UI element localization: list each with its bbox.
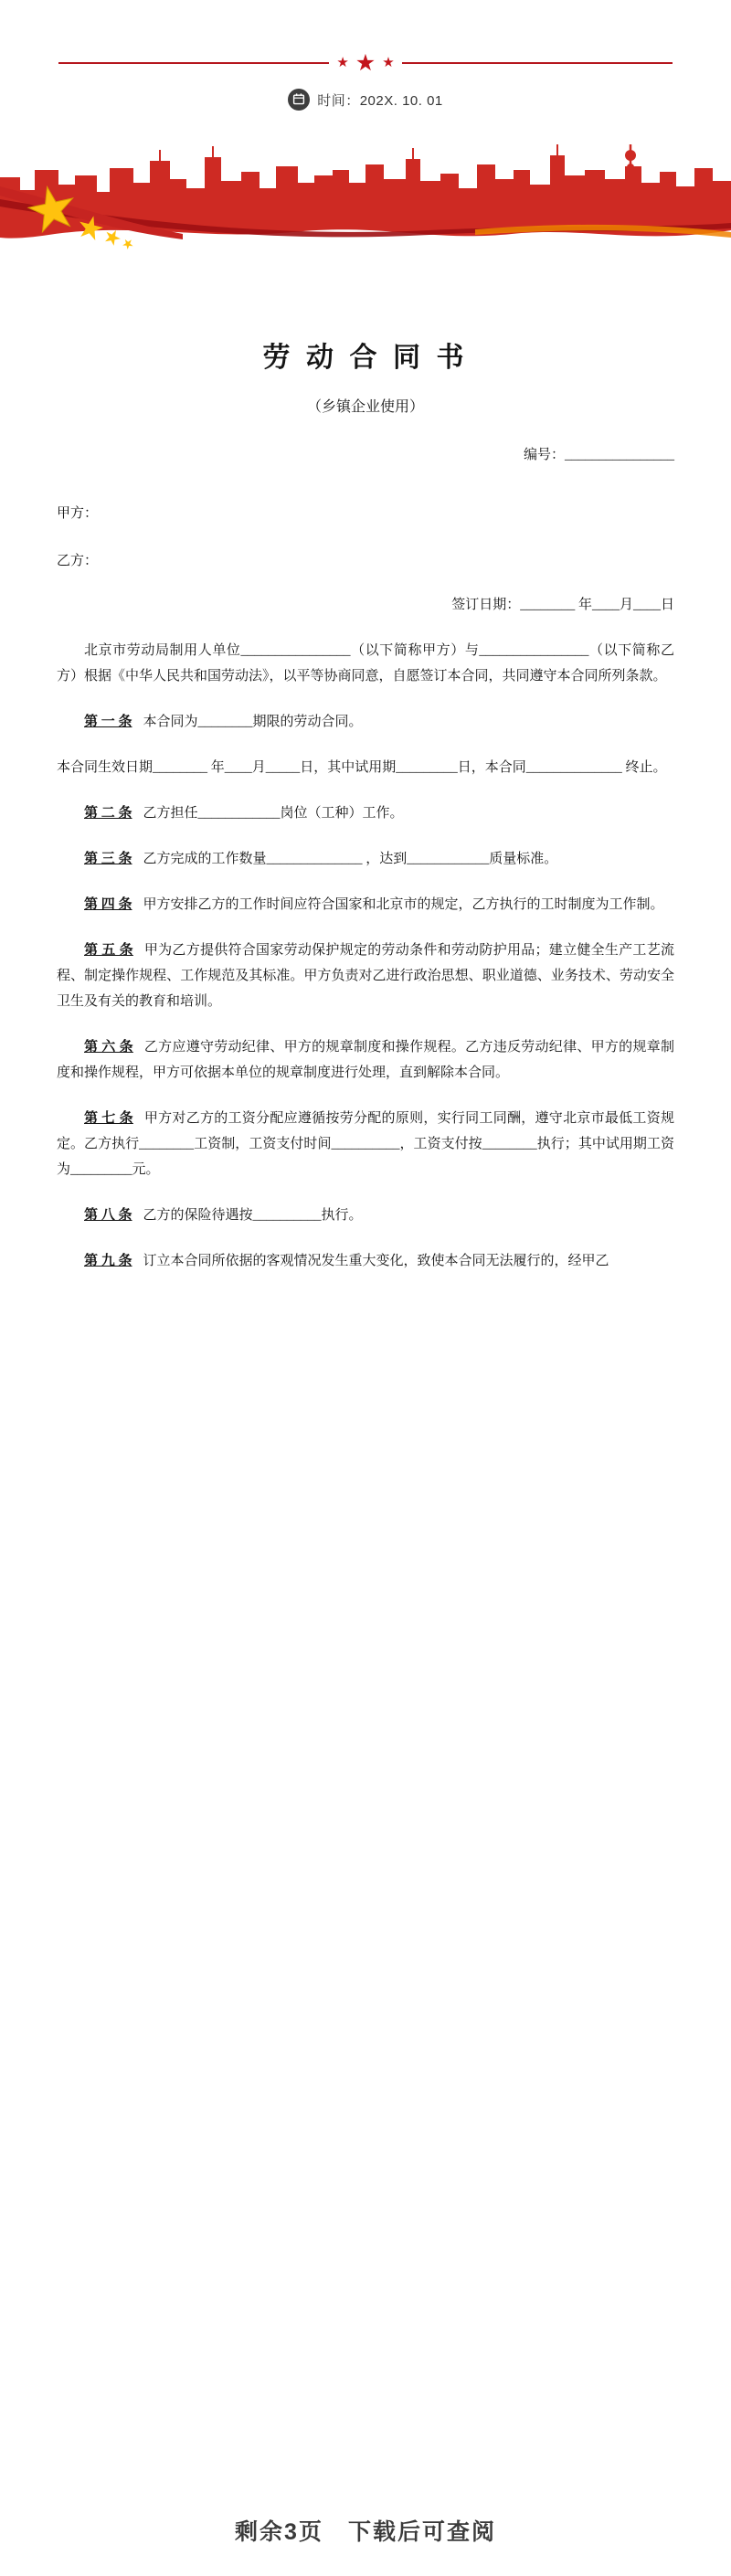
star-divider [58, 51, 673, 75]
article-7-label: 第 七 条 [84, 1111, 133, 1126]
article-9 [57, 1248, 674, 1274]
article-1-label: 第 一 条 [84, 715, 132, 729]
article-2-label: 第 二 条 [84, 806, 132, 821]
divider-stars [336, 52, 394, 75]
article-8 [57, 1203, 674, 1228]
divider-line-left [58, 62, 329, 64]
article-9-text: 订立本合同所依据的客观情况发生重大变化，致使本合同无法履行的，经甲乙 [143, 1254, 609, 1268]
article-7-text: 甲方对乙方的工资分配应遵循按劳分配的原则，实行同工同酬，遵守北京市最低工资规定。乙方执行________工资制，工资支付时间__________，工资支付按________执行；其中试用期工资为_________元。 [57, 1111, 674, 1177]
article-3-label: 第 三 条 [84, 852, 132, 866]
article-6-label: 第 六 条 [84, 1040, 133, 1055]
article-4 [57, 892, 674, 917]
star-icon: ★ [382, 55, 395, 70]
star-icon: ★ [336, 55, 349, 70]
article-2-text: 乙方担任____________岗位（工种）工作。 [143, 806, 404, 821]
skyline-banner-art [0, 143, 731, 250]
article-4-label: 第 四 条 [84, 897, 132, 912]
calendar-icon [288, 89, 310, 111]
skyline-banner [0, 143, 731, 250]
time-row [0, 88, 731, 111]
article-5-label: 第 五 条 [84, 943, 133, 958]
article-5-text: 甲为乙方提供符合国家劳动保护规定的劳动条件和劳动防护用品；建立健全生产工艺流程、制定操作规程、工作规范及其标准。甲方负责对乙进行政治思想、职业道德、业务技术、劳动安全卫生及有关的教育和培训。 [57, 943, 674, 1009]
article-6-text: 乙方应遵守劳动纪律、甲方的规章制度和操作规程。乙方违反劳动纪律、甲方的规章制度和操作规程，甲方可依据本单位的规章制度进行处理，直到解除本合同。 [57, 1040, 674, 1080]
article-4-text: 甲方安排乙方的工作时间应符合国家和北京市的规定，乙方执行的工时制度为工作制。 [143, 897, 664, 912]
article-1-text: 本合同为________期限的劳动合同。 [143, 715, 363, 729]
article-1 [57, 709, 674, 735]
article-3-text: 乙方完成的工作数量______________ ，达到____________质量标准。 [143, 852, 558, 866]
remaining-pages-teaser: 剩余3页 下载后可查阅 [235, 2519, 496, 2545]
divider-line-right [402, 62, 673, 64]
contract-body [0, 340, 731, 1274]
article-8-label: 第 八 条 [84, 1208, 132, 1223]
star-icon: ★ [355, 50, 376, 76]
sign-date-line: 签订日期：________ 年____月____日 [451, 598, 674, 612]
document-subtitle: （乡镇企业使用） [306, 399, 424, 415]
contract-number-line: 编号：________________ [523, 448, 674, 462]
document-date: 时间：202X. 10. 01 [317, 92, 443, 109]
intro-paragraph: 北京市劳动局制用人单位________________（以下简称甲方）与________________（以下简称乙方）根据《中华人民共和国劳动法》，以平等协商同意，自愿签订本合同，共同遵守本合同所列条款。 [57, 643, 674, 684]
article-6 [57, 1034, 674, 1086]
party-a-label: 甲方： [57, 506, 99, 521]
article-7 [57, 1106, 674, 1182]
article-2 [57, 800, 674, 826]
article-8-text: 乙方的保险待遇按__________执行。 [143, 1208, 363, 1223]
document-title: 劳 动 合 同 书 [262, 343, 469, 373]
party-b-label: 乙方： [57, 554, 99, 568]
article-3 [57, 846, 674, 872]
article-1-extra: 本合同生效日期________ 年____月_____日，其中试用期_________日，本合同______________ 终止。 [57, 760, 667, 775]
article-9-label: 第 九 条 [84, 1254, 132, 1268]
article-5 [57, 938, 674, 1014]
